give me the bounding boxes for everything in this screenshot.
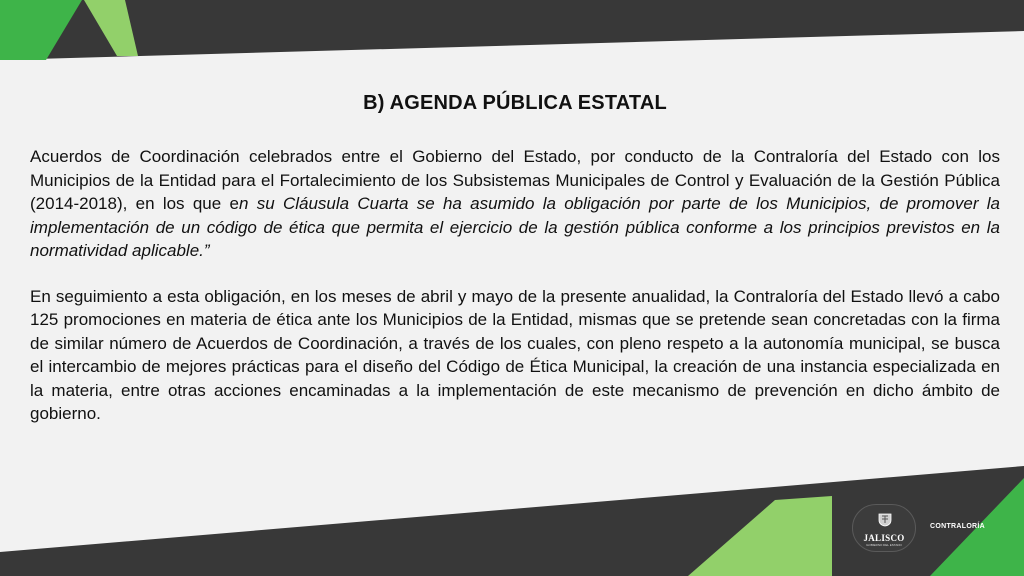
paragraph-agreements-italic-text: n su Cláusula Cuarta se ha asumido la obligación por parte de los Municipios, de promover la implementación de un código de ética que permita el ejercicio de la gestión pública conforme a los principios previstos en la normatividad aplicable.” xyxy=(30,194,1001,260)
org-name: CONTRALORÍA xyxy=(930,523,986,530)
paragraph-agreements xyxy=(30,145,1000,263)
jalisco-logo xyxy=(852,504,916,552)
paragraph-agreements-text: Acuerdos de Coordinación celebrados entre el Gobierno del Estado, por conducto de la Contraloría del Estado con los Municipios de la Entidad para el Fortalecimiento de los Subsistemas Municipales de Control y Evaluación de la Gestión Pública (2014-2018), en los que e xyxy=(30,147,1000,213)
logo-subtext: GOBIERNO DEL ESTADO xyxy=(866,543,902,547)
state-crest-icon xyxy=(877,511,893,527)
paragraph-followup: En seguimiento a esta obligación, en los meses de abril y mayo de la presente anualidad, la Contraloría del Estado llevó a cabo 125 promociones en materia de ética ante los Municipios de la Entidad, mismas que se pretende sean concretadas con la firma de similar número de Acuerdos de Coordinación, a través de los cuales, con pleno respeto a la autonomía municipal, se busca el intercambio de mejores prácticas para el diseño del Código de Ética Municipal, la creación de una instancia especializada en la materia, entre otras acciones encaminadas a la implementación de este mecanismo de prevención en dicho ámbito de gobierno. xyxy=(30,286,1000,423)
page-title: B) AGENDA PÚBLICA ESTATAL xyxy=(363,92,667,114)
logo-text: JALISCO xyxy=(863,533,905,543)
top-dark-band xyxy=(0,0,1024,60)
main-content xyxy=(30,92,1000,426)
